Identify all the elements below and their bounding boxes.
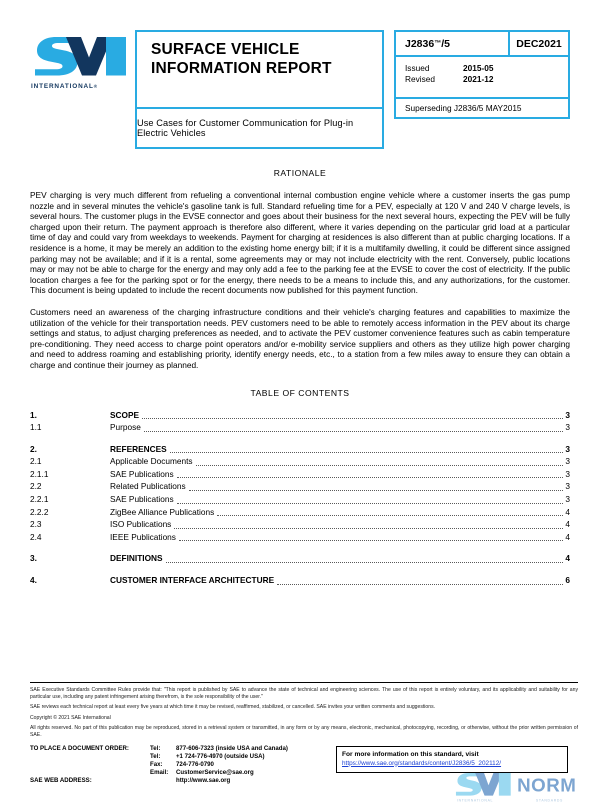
toc-number: 2.2: [30, 481, 42, 492]
toc-leader-dots: [189, 481, 564, 491]
toc-row[interactable]: [30, 421, 570, 434]
document-subtitle: Use Cases for Customer Communication for Plug-in Electric Vehicles: [137, 118, 354, 138]
toc-number: 2.2.2: [30, 506, 49, 517]
contact-table: [30, 745, 330, 785]
toc-leader-dots: [144, 422, 563, 432]
toc-page-number: 3: [565, 481, 570, 492]
svg-text:NORM: NORM: [517, 774, 577, 796]
toc-leader-dots: [177, 468, 564, 478]
issue-revision-block: [394, 57, 570, 99]
toc-leader-dots: [196, 456, 564, 466]
toc-leader-dots: [177, 494, 564, 504]
document-number-suffix: /5: [441, 37, 450, 50]
rights-reserved-line: All rights reserved. No part of this publication may be reproduced, stored in a retrieval system or transmitted, in any form or by any means, electronic, mechanical, photocopying, recording, or otherwise, without the prior written permission of SAE.: [30, 725, 578, 738]
toc-page-number: 4: [565, 553, 570, 564]
contact-value-1: +1 724-776-4970 (outside USA): [176, 752, 265, 760]
toc-row[interactable]: [30, 468, 570, 481]
toc-label: IEEE Publications: [110, 531, 176, 542]
order-label-spacer-1: [30, 753, 150, 761]
revised-label: Revised: [405, 74, 435, 84]
order-row-2: [30, 761, 330, 769]
footer-divider-top: [30, 682, 578, 683]
contact-block: [30, 745, 578, 785]
legal-paragraph-1: SAE Executive Standards Committee Rules provide that: "This report is published by SAE to advance the state of technical and engineering sciences. The use of this report is entirely voluntary, and its applicability and suitability for any particular use, including any patent infringement arising therefrom, is the sole responsibility of the user.": [30, 687, 578, 700]
contact-key-3: Email:: [150, 768, 169, 776]
toc-page-number: 4: [565, 531, 570, 542]
toc-row[interactable]: [30, 480, 570, 493]
more-information-title: For more information on this standard, visit: [342, 750, 479, 758]
rationale-paragraph-1: PEV charging is very much different from refueling a conventional internal combustion engine vehicle where a customer inserts the gas pump nozzle and in several minutes the vehicle's gasoline tank is full. Standard refueling time for a PEV, especially at 120 V and 240 V charge levels, is several hours. The customer plugs in the EVSE connector and goes about their business for the next several hours, expecting the PEV will be fully charged upon their return. The payment approach is therefore also different, where it varies depending on the particular grid load at a particular time of day and could vary from weekdays to weekends. Payment for charging at residences is also different than at public charging locations. If a residence is a home, it may be merely an addition to the existing home energy bill; if it is a multifamily dwelling, it could be different since assigned parking may not be available; and if it is a rental, some agreements may or may not include electricity with the rent. Conversely, public locations may or may not be able to charge for the energy and may only add a fee to the parking fee at the EVSE to cover the cost of electricity. If the public location charges a fee for the parking spot or for the energy, there needs to be a means to include this, and any authorizations, for the customer. This document is being updated to include the recent documents now published for this payment function.: [30, 190, 570, 296]
toc-page-number: 3: [565, 456, 570, 467]
toc-heading: TABLE OF CONTENTS: [250, 387, 350, 398]
toc-label: SCOPE: [110, 409, 140, 420]
legal-paragraph-2: SAE reviews each technical report at least every five years at which time it may be revised, reaffirmed, stabilized, or cancelled. SAE invites your written comments and suggestions.: [30, 704, 436, 711]
order-label-spacer-2: [30, 761, 150, 769]
contact-key-1: Tel:: [150, 752, 161, 760]
toc-number: 1.: [30, 409, 37, 420]
superseding-row: Superseding J2836/5 MAY2015: [394, 99, 570, 119]
toc-leader-dots: [277, 575, 563, 585]
document-page: [0, 30, 600, 806]
standard-url-link[interactable]: https://www.sae.org/standards/content/J2836/5_202112/: [342, 759, 502, 767]
svg-text:INTERNATIONAL: INTERNATIONAL: [456, 798, 494, 803]
web-label: SAE WEB ADDRESS:: [30, 776, 92, 784]
toc-leader-dots: [179, 531, 563, 541]
more-information-box: [336, 746, 568, 773]
document-body: [30, 168, 570, 587]
order-label: TO PLACE A DOCUMENT ORDER:: [30, 744, 129, 752]
issued-label: Issued: [405, 63, 430, 73]
toc-row[interactable]: [30, 552, 570, 565]
toc-leader-dots: [217, 506, 563, 516]
toc-label: SAE Publications: [110, 468, 174, 479]
toc-label: ISO Publications: [110, 519, 172, 530]
contact-value-3: CustomerService@sae.org: [176, 768, 254, 776]
toc-page-number: 6: [565, 575, 570, 586]
document-number-cell: [394, 30, 510, 57]
issued-row: [405, 63, 568, 74]
toc-page-number: 4: [565, 519, 570, 530]
toc-label: SAE Publications: [110, 494, 174, 505]
web-row: [30, 777, 330, 785]
order-row-0: [30, 745, 330, 753]
toc-page-number: 3: [565, 494, 570, 505]
toc-row[interactable]: [30, 443, 570, 456]
toc-row[interactable]: [30, 493, 570, 506]
toc-label: Related Publications: [110, 481, 186, 492]
document-footer: [30, 682, 578, 785]
web-key-spacer: [150, 777, 176, 785]
title-line-1: SURFACE VEHICLE: [151, 41, 300, 58]
toc-page-number: 3: [565, 468, 570, 479]
document-date-cell: DEC2021: [510, 30, 570, 57]
copyright-line: Copyright © 2021 SAE International: [30, 714, 111, 721]
issued-value: 2015-05: [463, 63, 494, 73]
toc-leader-dots: [142, 409, 563, 419]
toc-label: REFERENCES: [110, 443, 167, 454]
toc-number: 2.1: [30, 456, 42, 467]
toc-leader-dots: [166, 553, 564, 563]
web-value[interactable]: http://www.sae.org: [176, 776, 231, 784]
registered-mark-icon: ®: [93, 83, 98, 89]
sae-logo-icon: [30, 34, 130, 77]
toc-number: 2.4: [30, 531, 42, 542]
revised-row: [405, 74, 568, 85]
title-line-2: INFORMATION REPORT: [151, 60, 332, 77]
toc-number: 2.: [30, 443, 37, 454]
revised-value: 2021-12: [463, 74, 494, 84]
document-title-box: [135, 30, 384, 109]
toc-page-number: 3: [565, 422, 570, 433]
rationale-heading: RATIONALE: [273, 168, 327, 178]
toc-label: ZigBee Alliance Publications: [110, 506, 215, 517]
toc-page-number: 3: [565, 443, 570, 454]
toc-row[interactable]: [30, 574, 570, 587]
contact-key-2: Fax:: [150, 760, 163, 768]
toc-leader-dots: [174, 519, 563, 529]
table-of-contents: [30, 409, 570, 587]
trademark-mark: ™: [434, 40, 442, 47]
toc-row[interactable]: [30, 506, 570, 519]
contact-value-2: 724-776-0790: [176, 760, 214, 768]
toc-number: 2.3: [30, 519, 42, 530]
toc-row[interactable]: [30, 531, 570, 544]
document-subtitle-box: [135, 109, 384, 149]
toc-number: 2.2.1: [30, 494, 49, 505]
toc-row[interactable]: [30, 455, 570, 468]
sae-logo-block: [30, 30, 135, 90]
toc-number: 1.1: [30, 422, 42, 433]
toc-row[interactable]: [30, 518, 570, 531]
toc-label: Purpose: [110, 422, 141, 433]
svg-text:STANDARDS: STANDARDS: [535, 798, 564, 803]
toc-label: Applicable Documents: [110, 456, 193, 467]
sae-wordmark: INTERNATIONAL®: [31, 83, 98, 90]
toc-number: 3.: [30, 553, 37, 564]
contact-key-0: Tel:: [150, 744, 161, 752]
header-boxes: [135, 30, 570, 149]
toc-number: 4.: [30, 575, 37, 586]
order-row-1: [30, 753, 330, 761]
rationale-paragraph-2: Customers need an awareness of the charging infrastructure conditions and their vehicle's charging features and capabilities to maximize the utilization of the vehicle for their transportation needs. PEV customers need to be able to remotely access information in the PEV about its charge settings and status, to adjust charging preferences as needed, and to activate the PEV customer convenience features such as cabin temperature pre-conditioning. They need access to charge point operators and/or e-mobility service suppliers and others as they utilize high power charging and need to address roaming and establishing priority, identify energy needs, etc., to a station from a few miles away to ensure they can obtain a charge and continue their journey as planned.: [30, 306, 570, 370]
toc-label: DEFINITIONS: [110, 553, 163, 564]
document-meta-column: [394, 30, 570, 149]
toc-number: 2.1.1: [30, 468, 49, 479]
title-column: [135, 30, 384, 149]
meta-top-row: [394, 30, 570, 57]
contact-value-0: 877-606-7323 (inside USA and Canada): [176, 744, 288, 752]
document-header: [30, 30, 570, 149]
document-number: J2836: [405, 37, 435, 50]
toc-page-number: 4: [565, 506, 570, 517]
toc-leader-dots: [170, 443, 564, 453]
toc-page-number: 3: [565, 409, 570, 420]
toc-label: CUSTOMER INTERFACE ARCHITECTURE: [110, 575, 275, 586]
toc-row[interactable]: [30, 409, 570, 422]
